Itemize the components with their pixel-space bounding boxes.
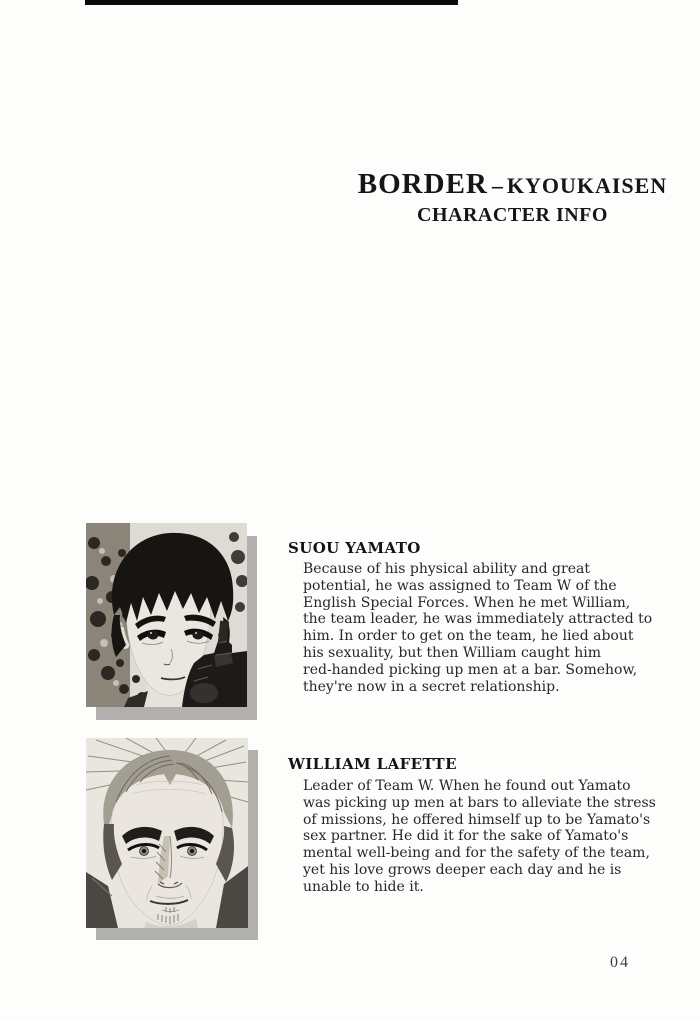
character-description (303, 778, 656, 896)
description-line: Because of his physical ability and great (303, 561, 590, 577)
description-line: mental well-being and for the safety of the team, (303, 845, 650, 862)
description-line: was picking up men at bars to alleviate the stress (303, 794, 656, 811)
title-sub: KYOUKAISEN (506, 173, 668, 198)
description-line: his sexuality, but then William caught him (303, 644, 601, 661)
title-dash: – (491, 173, 503, 198)
title-main: BORDER (357, 168, 488, 200)
william-lafette-portrait (86, 738, 248, 928)
suou-yamato-portrait (86, 523, 247, 707)
description-line: they're now in a secret relationship. (303, 678, 560, 695)
description-line: unable to hide it. (303, 878, 424, 895)
title-line (330, 170, 695, 203)
page-title (330, 170, 695, 226)
description-line: sex partner. He did it for the sake of Yamato's (303, 828, 629, 845)
description-line: him. In order to get on the team, he lied about (303, 628, 634, 645)
description-line: the team leader, he was immediately attracted to (303, 611, 653, 628)
description-line: English Special Forces. When he met William, (303, 594, 631, 611)
description-line: Leader of Team W. When he found out Yamato (303, 778, 631, 794)
description-line: potential, he was assigned to Team W of the (303, 577, 617, 594)
page-subtitle: CHARACTER INFO (417, 204, 608, 226)
character-name: SUOU YAMATO (288, 539, 421, 557)
scan-edge-bar (85, 0, 458, 5)
description-line: red-handed picking up men at a bar. Somehow, (303, 661, 638, 678)
description-line: of missions, he offered himself up to be Yamato's (303, 811, 651, 828)
page-number: 04 (610, 954, 630, 971)
description-line: yet his love grows deeper each day and he is (303, 861, 622, 878)
character-description (303, 561, 652, 695)
character-name: WILLIAM LAFETTE (288, 755, 457, 773)
